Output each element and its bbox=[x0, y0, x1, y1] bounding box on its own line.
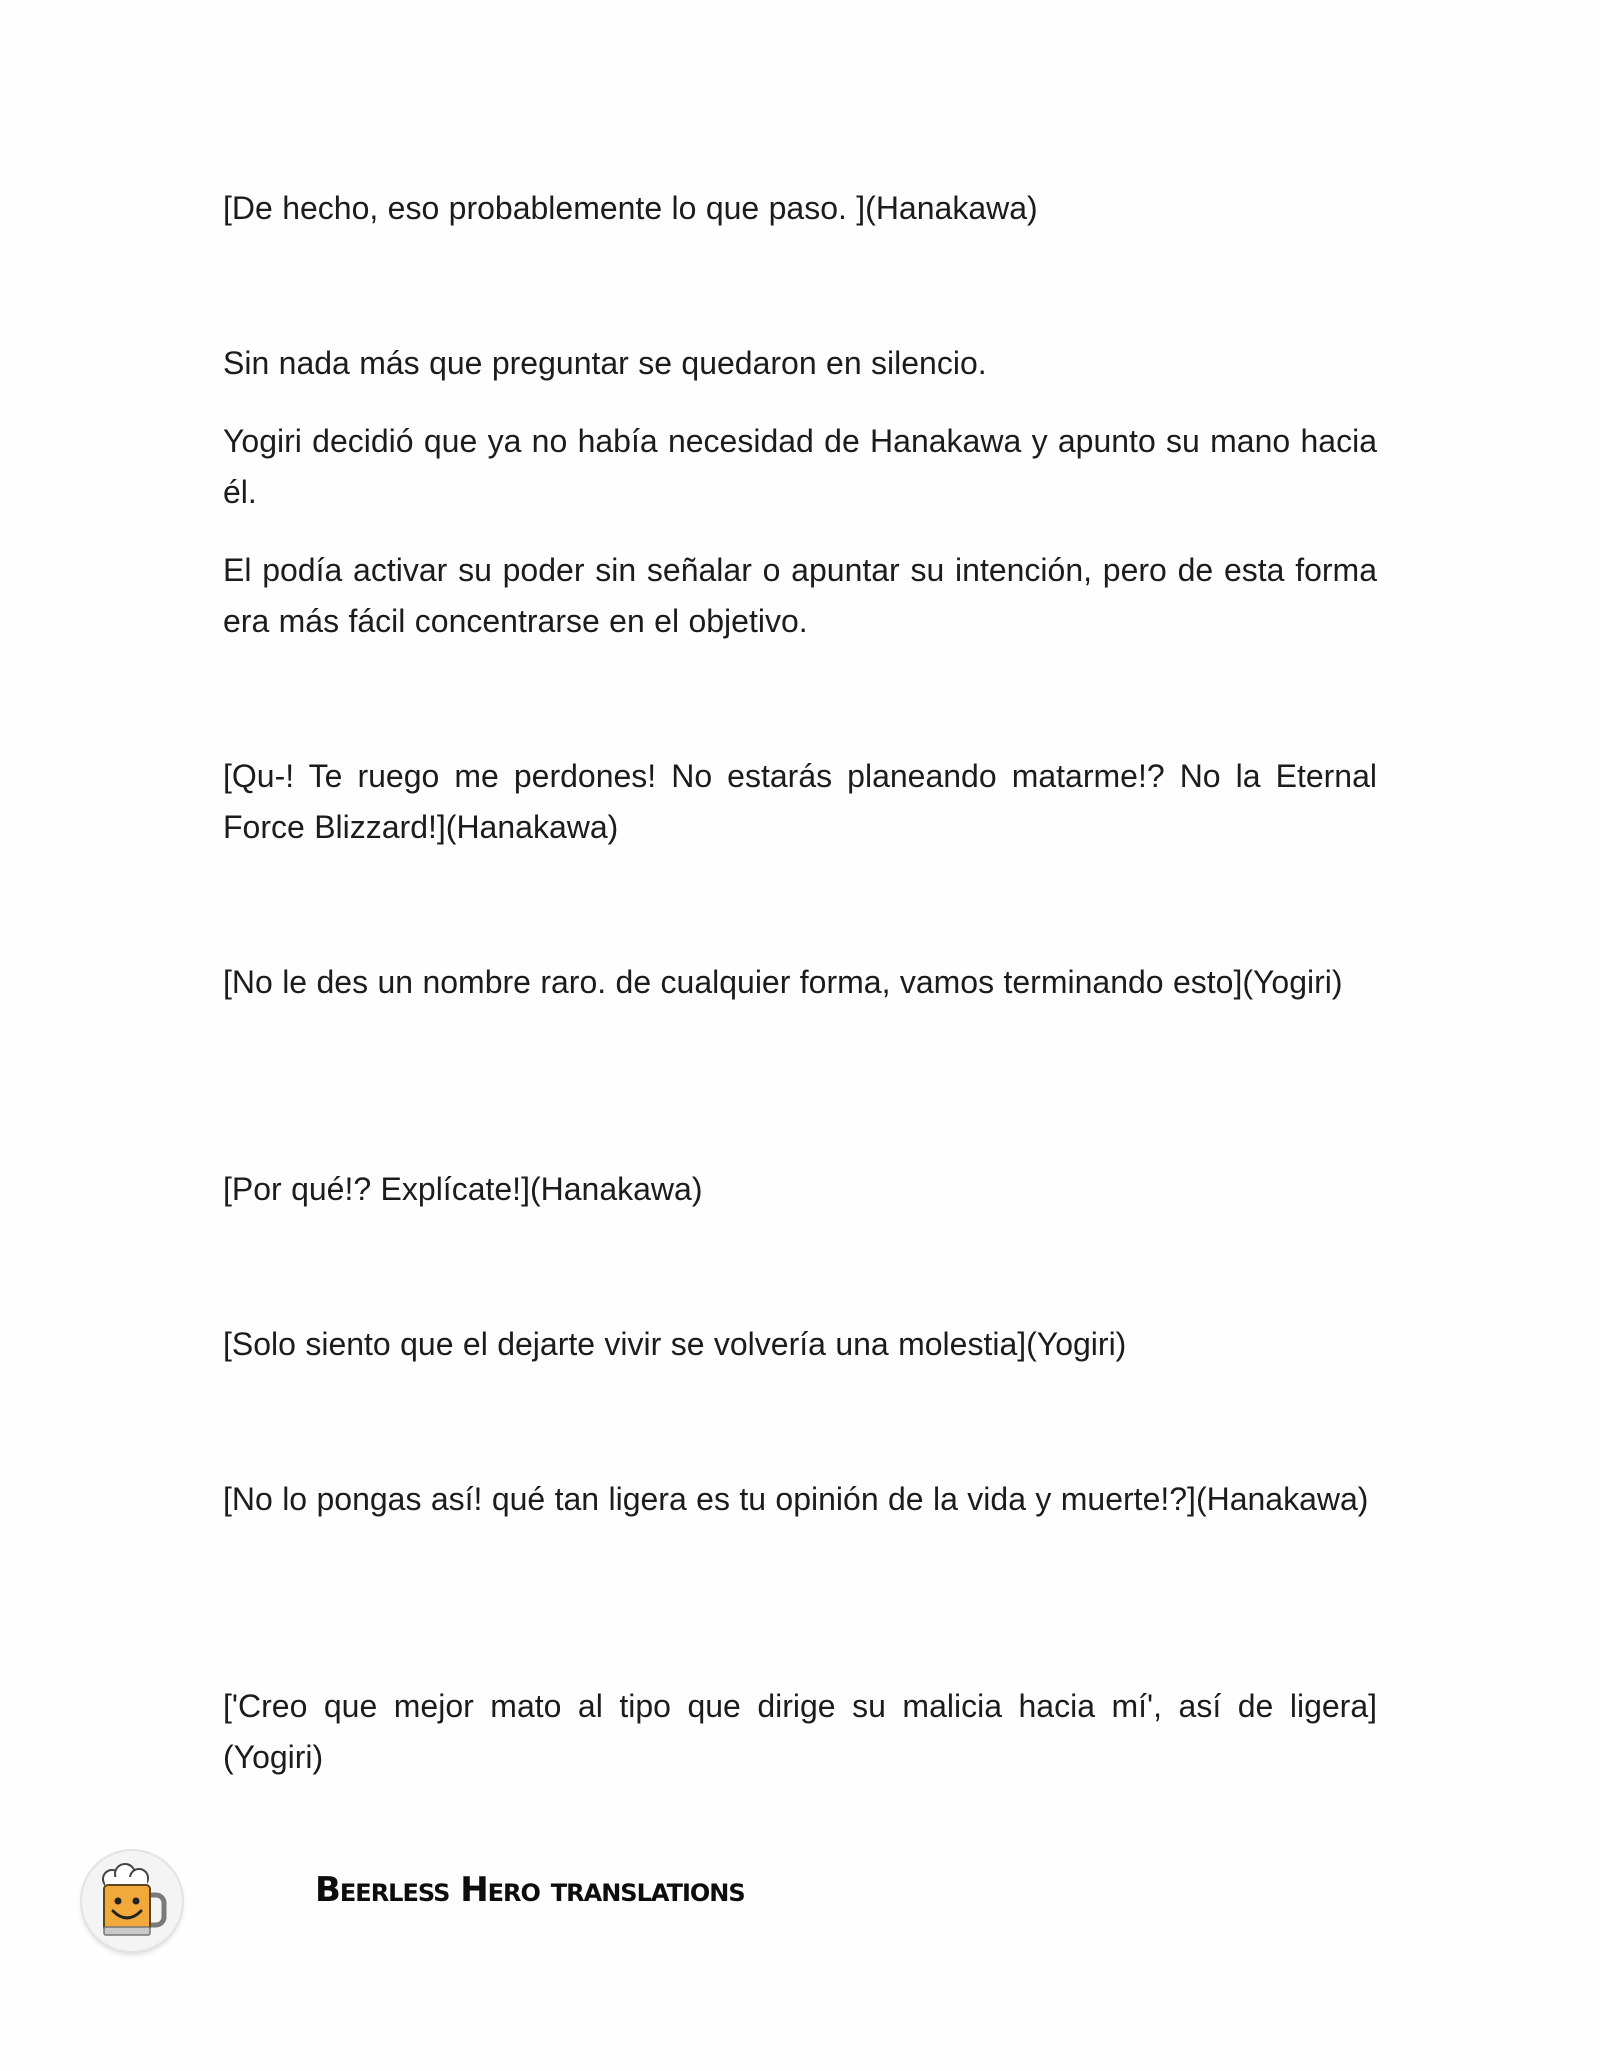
paragraph-1: [De hecho, eso probablemente lo que paso. ](Hanakawa) bbox=[223, 190, 1038, 226]
beer-mug-smiley-icon bbox=[98, 1863, 168, 1939]
brand-name: Beerless Hero translations bbox=[315, 1870, 745, 1910]
logo bbox=[82, 1851, 182, 1951]
paragraph-4: El podía activar su poder sin señalar o apuntar su intención, pero de esta forma era más fácil concentrarse en el objetivo. bbox=[223, 552, 1377, 639]
paragraph-8: [Solo siento que el dejarte vivir se volvería una molestia](Yogiri) bbox=[223, 1326, 1127, 1362]
paragraph-9: [No lo pongas así! qué tan ligera es tu opinión de la vida y muerte!?](Hanakawa) bbox=[223, 1481, 1369, 1517]
paragraph-5: [Qu-! Te ruego me perdones! No estarás planeando matarme!? No la Eternal Force Blizzard!](Hanakawa) bbox=[223, 758, 1377, 845]
paragraph-6: [No le des un nombre raro. de cualquier forma, vamos terminando esto](Yogiri) bbox=[223, 964, 1343, 1000]
paragraph-3: Yogiri decidió que ya no había necesidad de Hanakawa y apunto su mano hacia él. bbox=[223, 423, 1377, 510]
paragraph-2: Sin nada más que preguntar se quedaron en silencio. bbox=[223, 345, 987, 381]
paragraph-7: [Por qué!? Explícate!](Hanakawa) bbox=[223, 1171, 703, 1207]
paragraph-10: ['Creo que mejor mato al tipo que dirige su malicia hacia mí', así de ligera](Yogiri) bbox=[223, 1688, 1377, 1775]
footer bbox=[0, 1840, 1600, 1960]
